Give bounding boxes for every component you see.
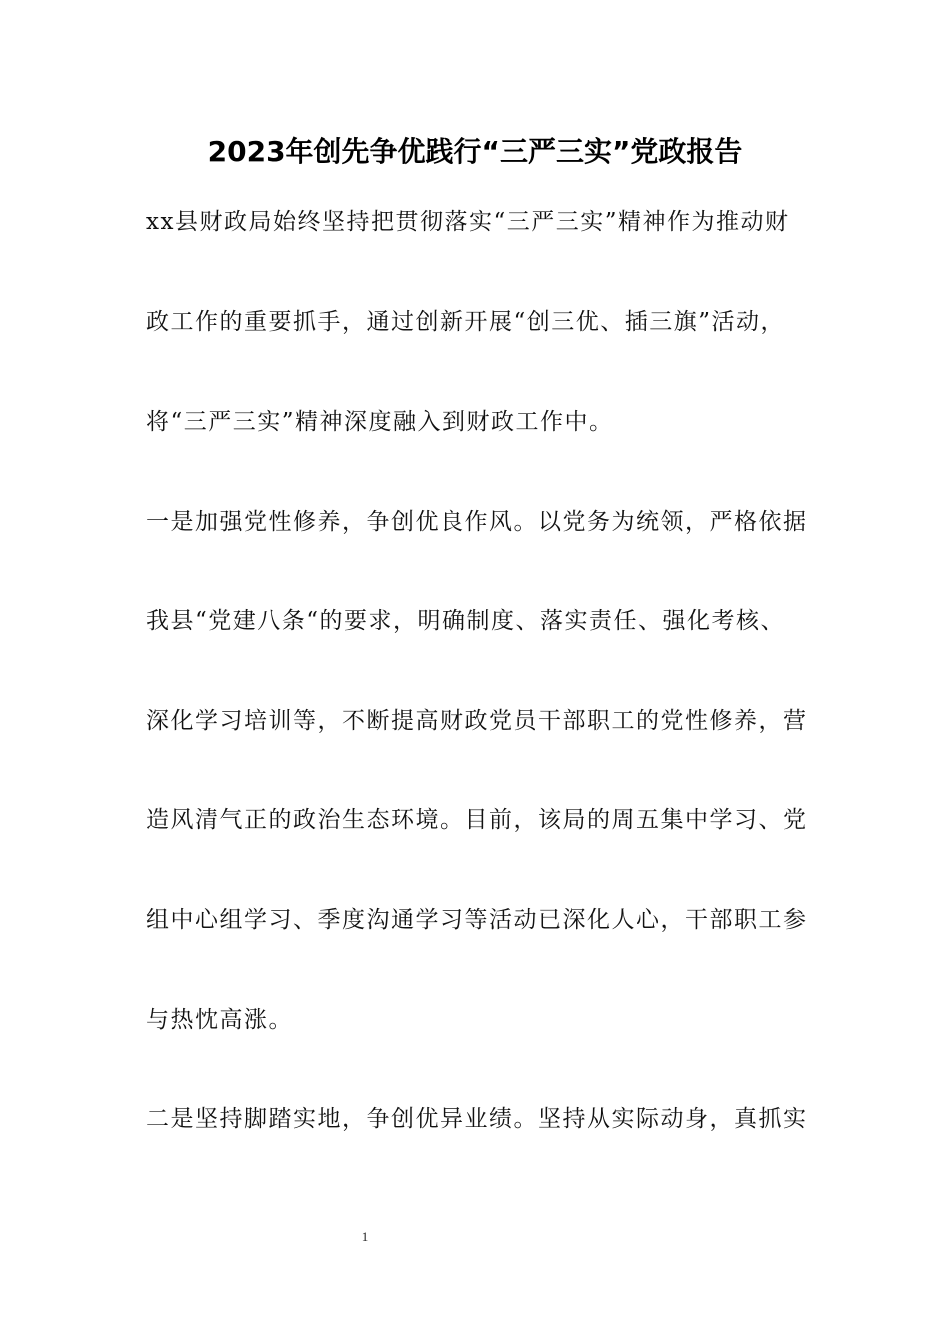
document-title: 2023年创先争优践行“三严三实”党政报告 bbox=[207, 135, 743, 168]
body-line-1: xx县财政局始终坚持把贯彻落实“三严三实”精神作为推动财 bbox=[146, 209, 790, 235]
body-line-8: 组中心组学习、季度沟通学习等活动已深化人心，干部职工参 bbox=[146, 907, 808, 933]
body-line-6: 深化学习培训等，不断提高财政党员干部职工的党性修养，营 bbox=[146, 708, 808, 734]
body-line-5: 我县“党建八条“的要求，明确制度、落实责任、强化考核、 bbox=[146, 608, 786, 634]
body-line-4: 一是加强党性修养，争创优良作风。以党务为统领，严格依据 bbox=[146, 509, 808, 535]
page-number: 1 bbox=[361, 1229, 369, 1244]
body-line-7: 造风清气正的政治生态环境。目前，该局的周五集中学习、党 bbox=[146, 807, 808, 833]
body-line-2: 政工作的重要抓手，通过创新开展“创三优、插三旗”活动， bbox=[146, 309, 786, 335]
body-line-10: 二是坚持脚踏实地，争创优异业绩。坚持从实际动身，真抓实 bbox=[146, 1106, 808, 1132]
body-line-9: 与热忱高涨。 bbox=[146, 1007, 293, 1033]
body-line-3: 将“三严三实”精神深度融入到财政工作中。 bbox=[146, 409, 614, 435]
